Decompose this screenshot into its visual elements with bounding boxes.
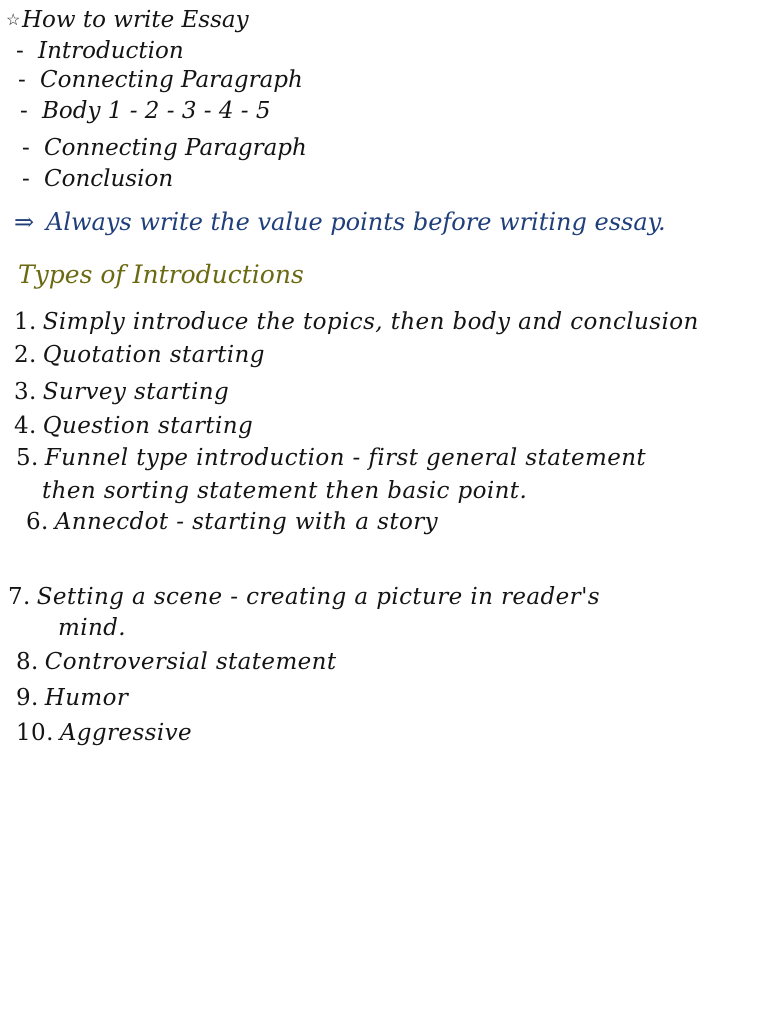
dash-mark: - <box>20 98 28 124</box>
list-item: 4. Question starting <box>14 413 254 439</box>
list-item: 7. Setting a scene - creating a picture in reader's <box>8 584 600 610</box>
structure-item: - Connecting Paragraph <box>22 135 307 161</box>
value-points-text: Always write the value points before writing essay. <box>46 208 666 236</box>
list-item: 3. Survey starting <box>14 379 230 405</box>
structure-item: - Body 1 - 2 - 3 - 4 - 5 <box>20 98 271 124</box>
list-item-continuation: then sorting statement then basic point. <box>42 478 528 504</box>
list-item: 10. Aggressive <box>16 720 193 746</box>
value-points-note <box>14 210 666 234</box>
list-item: 9. Humor <box>16 685 129 711</box>
dash-mark: - <box>18 67 26 93</box>
list-item: 8. Controversial statement <box>16 649 337 675</box>
list-item: 6. Annecdot - starting with a story <box>26 509 438 535</box>
list-item: 2. Quotation starting <box>14 342 265 368</box>
essay-heading-text: How to write Essay <box>22 7 249 33</box>
dash-mark: - <box>22 166 30 192</box>
list-item-continuation: mind. <box>58 615 127 641</box>
structure-item: - Connecting Paragraph <box>18 67 303 93</box>
types-heading: Types of Introductions <box>18 260 304 289</box>
list-item: 1. Simply introduce the topics, then body and conclusion <box>14 309 699 335</box>
list-item: 5. Funnel type introduction - first general statement <box>16 445 647 471</box>
double-arrow-icon: ⇒ <box>14 208 35 236</box>
star-outline-icon: ☆ <box>6 10 21 29</box>
structure-item: - Conclusion <box>22 166 174 192</box>
dash-mark: - <box>22 135 30 161</box>
structure-item: - Introduction <box>16 38 184 64</box>
essay-heading <box>6 9 249 32</box>
dash-mark: - <box>16 38 24 64</box>
